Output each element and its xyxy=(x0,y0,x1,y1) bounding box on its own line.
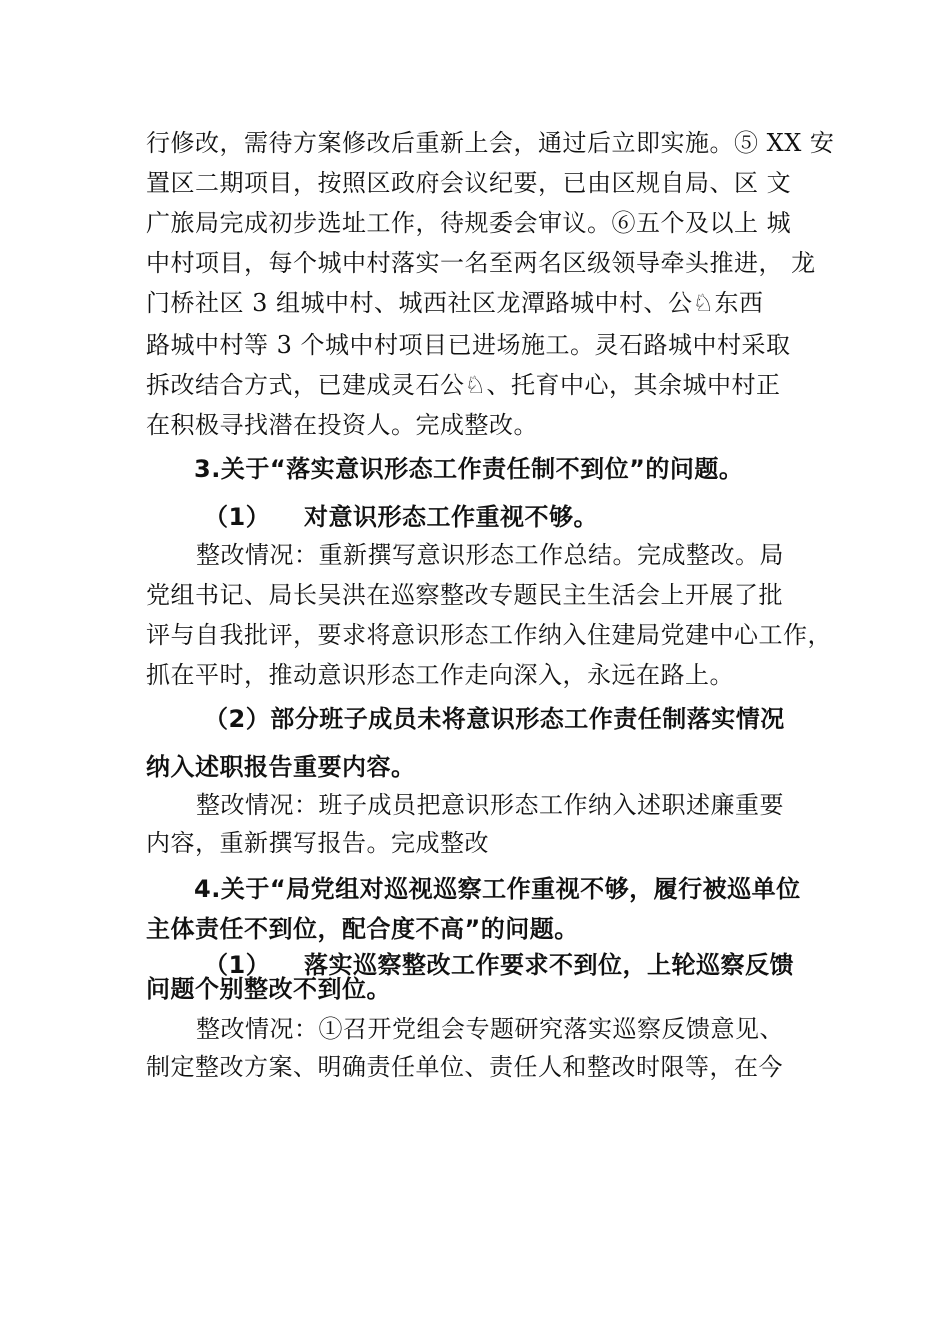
s3-item1-heading xyxy=(204,502,598,532)
body-line: 拆改结合方式，已建成灵石公♘、托育中心，其余城中村正 xyxy=(146,371,781,399)
body-line: 抓在平时，推动意识形态工作走向深入，永远在路上。 xyxy=(146,661,734,689)
body-line: 整改情况：班子成员把意识形态工作纳入述职述廉重要 xyxy=(196,791,784,819)
body-line: 党组书记、局长吴洪在巡察整改专题民主生活会上开展了批 xyxy=(146,581,783,609)
body-line: 行修改，需待方案修改后重新上会，通过后立即实施。⑤ XX 安 xyxy=(146,129,835,157)
section-4-heading-cont: 主体责任不到位，配合度不高”的问题。 xyxy=(146,915,579,943)
section-3-heading: 3.关于“落实意识形态工作责任制不到位”的问题。 xyxy=(194,455,744,483)
body-line: 内容，重新撰写报告。完成整改 xyxy=(146,829,489,857)
body-line: 中村项目，每个城中村落实一名至两名区级领导牵头推进， 龙 xyxy=(146,249,816,277)
s4-item1-number: （1） xyxy=(204,951,271,979)
body-line: 广旅局完成初步选址工作，待规委会审议。⑥五个及以上 城 xyxy=(146,209,792,237)
s4-item1-title: 落实巡察整改工作要求不到位，上轮巡察反馈 xyxy=(304,951,794,979)
s3-item2-heading-cont: 纳入述职报告重要内容。 xyxy=(146,753,416,781)
s3-item1-number: （1） xyxy=(204,503,271,531)
body-line: 在积极寻找潜在投资人。完成整改。 xyxy=(146,411,538,439)
body-line: 置区二期项目，按照区政府会议纪要，已由区规自局、区 文 xyxy=(146,169,792,197)
s3-item1-title: 对意识形态工作重视不够。 xyxy=(304,503,598,531)
body-line: 制定整改方案、明确责任单位、责任人和整改时限等，在今 xyxy=(146,1053,783,1081)
s4-item1-heading-cont: 问题个别整改不到位。 xyxy=(146,975,391,1003)
body-line: 路城中村等 3 个城中村项目已进场施工。灵石路城中村采取 xyxy=(146,331,791,359)
s3-item2-heading: （2）部分班子成员未将意识形态工作责任制落实情况 xyxy=(204,705,785,733)
body-line: 整改情况：重新撰写意识形态工作总结。完成整改。局 xyxy=(196,541,784,569)
body-line: 整改情况：①召开党组会专题研究落实巡察反馈意见、 xyxy=(196,1015,784,1043)
section-4-heading: 4.关于“局党组对巡视巡察工作重视不够，履行被巡单位 xyxy=(194,875,801,903)
body-line: 门桥社区 3 组城中村、城西社区龙潭路城中村、公♘东西 xyxy=(146,289,764,317)
body-line: 评与自我批评，要求将意识形态工作纳入住建局党建中心工作， xyxy=(146,621,832,649)
